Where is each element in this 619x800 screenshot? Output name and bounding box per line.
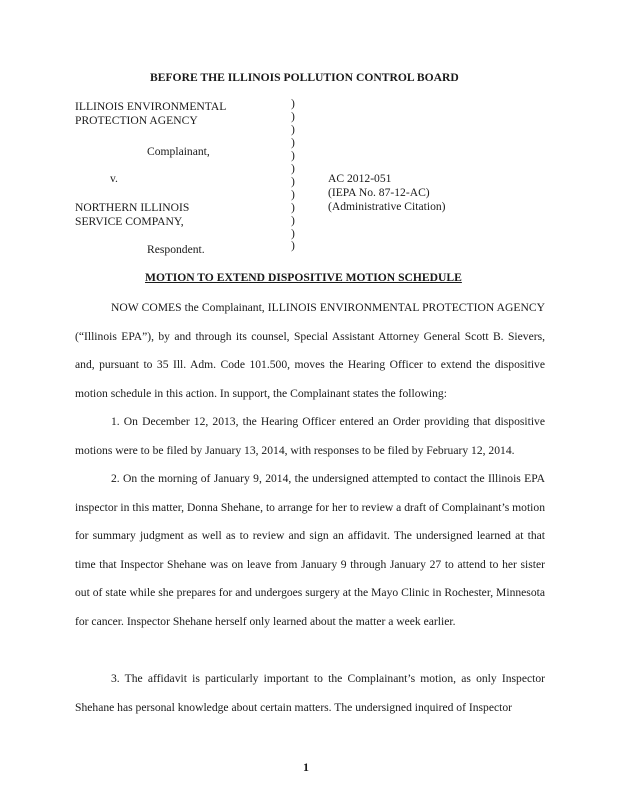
iepa-number: (IEPA No. 87-12-AC) xyxy=(328,186,430,199)
paren-mark: ) xyxy=(291,187,295,201)
board-heading: BEFORE THE ILLINOIS POLLUTION CONTROL BOARD xyxy=(150,71,459,84)
paren-mark: ) xyxy=(291,174,295,188)
intro-paragraph: NOW COMES the Complainant, ILLINOIS ENVIRONMENTAL PROTECTION AGENCY (“Illinois EPA”), by and through its counsel, Special Assistant Attorney General Scott B. Sievers, and, pursuant to 35 Ill. Adm. Code 101.500, moves the Hearing Officer to extend the dispositive motion schedule in this action. In support, the Complainant states the following: xyxy=(75,301,545,400)
case-number: AC 2012-051 xyxy=(328,172,392,185)
paragraph-2: 2. On the morning of January 9, 2014, the undersigned attempted to contact the Illinois EPA inspector in this matter, Donna Shehane, to arrange for her to review a draft of Complainant’s motion for summary judgment as well as to review and sign an affidavit. The undersigned learned at that time that Inspector Shehane was on leave from January 9 through January 27 to attend to her sister out of state while she prepares for and undergoes surgery at the Mayo Clinic in Rochester, Minnesota for cancer. Inspector Shehane herself only learned about the matter a week earlier. xyxy=(75,472,545,628)
paren-mark: ) xyxy=(291,148,295,162)
paren-mark: ) xyxy=(291,161,295,175)
motion-title: MOTION TO EXTEND DISPOSITIVE MOTION SCHEDULE xyxy=(145,271,462,284)
paren-mark: ) xyxy=(291,200,295,214)
paren-mark: ) xyxy=(291,239,295,253)
complainant-role: Complainant, xyxy=(147,145,210,158)
caption-parentheses xyxy=(291,98,301,253)
paren-mark: ) xyxy=(291,122,295,136)
paren-mark: ) xyxy=(291,213,295,227)
respondent-role: Respondent. xyxy=(147,243,205,256)
complainant-name-line2: PROTECTION AGENCY xyxy=(75,114,198,127)
paren-mark: ) xyxy=(291,97,295,110)
paren-mark: ) xyxy=(291,109,295,123)
case-type: (Administrative Citation) xyxy=(328,200,446,213)
versus-label: v. xyxy=(110,172,118,185)
complainant-name-line1: ILLINOIS ENVIRONMENTAL xyxy=(75,100,227,113)
page-number: 1 xyxy=(303,760,309,774)
paren-mark: ) xyxy=(291,135,295,149)
paren-mark: ) xyxy=(291,226,295,240)
paragraph-3: 3. The affidavit is particularly important to the Complainant’s motion, as only Inspector Shehane has personal knowledge about certain matters. The undersigned inquired of Inspector xyxy=(75,672,545,714)
respondent-name-line1: NORTHERN ILLINOIS xyxy=(75,201,190,214)
paragraph-1: 1. On December 12, 2013, the Hearing Officer entered an Order providing that dispositive motions were to be filed by January 13, 2014, with responses to be filed by February 12, 2014. xyxy=(75,415,545,457)
respondent-name-line2: SERVICE COMPANY, xyxy=(75,215,184,228)
